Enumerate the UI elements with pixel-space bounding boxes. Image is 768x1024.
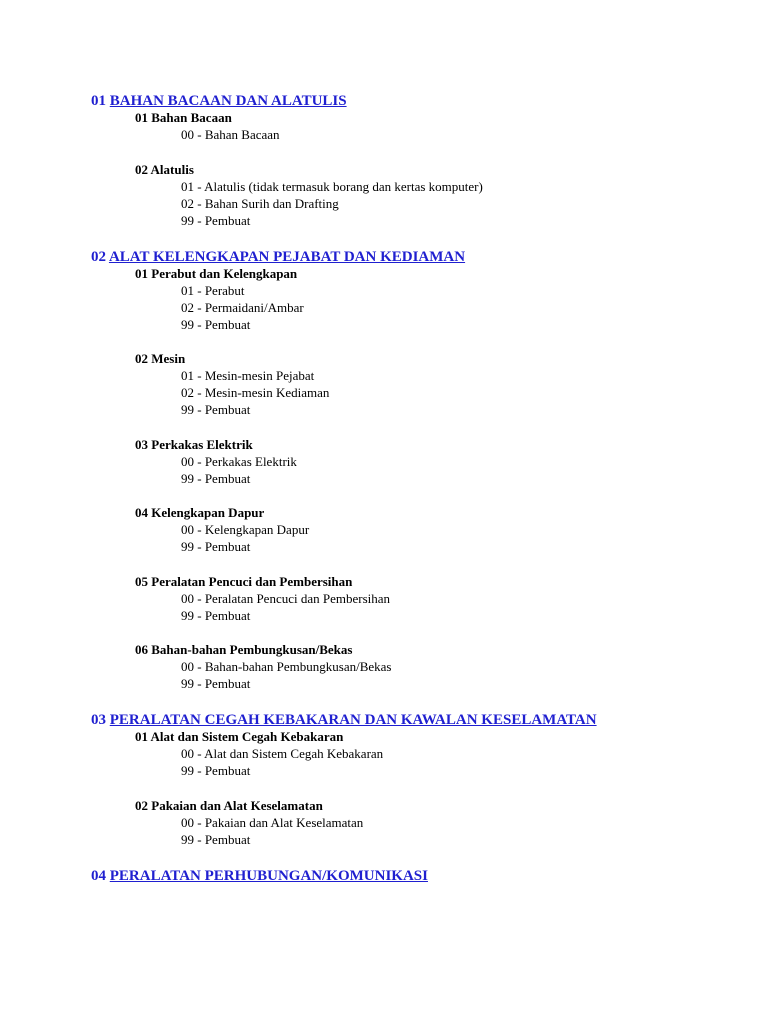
subcategory-heading: 05 Peralatan Pencuci dan Pembersihan — [135, 573, 353, 589]
category-code: 04 — [91, 867, 110, 884]
subcategory-heading: 01 Alat dan Sistem Cegah Kebakaran — [135, 729, 344, 744]
subcategory-heading: 01 Perabut dan Kelengkapan — [135, 265, 298, 281]
category-heading — [91, 867, 428, 885]
list-item: 02 - Permaidani/Ambar — [181, 299, 304, 315]
subcategory-heading: 01 Bahan Bacaan — [135, 110, 232, 125]
subcategory-heading: 06 Bahan-bahan Pembungkusan/Bekas — [135, 642, 353, 657]
list-item: 00 - Bahan Bacaan — [181, 127, 280, 142]
list-item: 00 - Alat dan Sistem Cegah Kebakaran — [181, 746, 384, 761]
list-item: 99 - Pembuat — [181, 316, 251, 332]
subcategory-heading: 04 Kelengkapan Dapur — [135, 505, 265, 520]
list-item: 02 - Mesin-mesin Kediaman — [181, 385, 330, 400]
list-item: 01 - Mesin-mesin Pejabat — [181, 368, 315, 383]
list-item: 00 - Kelengkapan Dapur — [181, 522, 310, 537]
category-heading — [91, 248, 465, 266]
subcategory-heading: 02 Alatulis — [135, 161, 194, 177]
list-item: 00 - Peralatan Pencuci dan Pembersihan — [181, 590, 391, 606]
list-item: 99 - Pembuat — [181, 470, 251, 486]
category-title-link[interactable]: PERALATAN PERHUBUNGAN/KOMUNIKASI — [109, 867, 428, 884]
category-title-link[interactable]: ALAT KELENGKAPAN PEJABAT DAN KEDIAMAN — [108, 248, 466, 265]
list-item: 99 - Pembuat — [181, 607, 251, 623]
category-code: 01 — [91, 93, 110, 109]
category-title-link[interactable]: BAHAN BACAAN DAN ALATULIS — [109, 93, 347, 109]
list-item: 02 - Bahan Surih dan Drafting — [181, 195, 339, 211]
list-item: 99 - Pembuat — [181, 676, 251, 691]
subcategory-heading: 02 Pakaian dan Alat Keselamatan — [135, 797, 323, 813]
category-heading — [91, 711, 597, 729]
category-heading — [91, 92, 347, 110]
category-title-link[interactable]: PERALATAN CEGAH KEBAKARAN DAN KAWALAN KESELAMATAN — [109, 712, 597, 728]
subcategory-heading: 03 Perkakas Elektrik — [135, 436, 253, 452]
list-item: 99 - Pembuat — [181, 212, 251, 228]
list-item: 99 - Pembuat — [181, 402, 251, 417]
category-code: 02 — [91, 248, 109, 265]
subcategory-heading: 02 Mesin — [135, 351, 186, 366]
list-item: 99 - Pembuat — [181, 539, 251, 554]
list-item: 00 - Bahan-bahan Pembungkusan/Bekas — [181, 659, 392, 674]
list-item: 01 - Alatulis (tidak termasuk borang dan kertas komputer) — [181, 178, 483, 194]
category-code: 03 — [91, 712, 110, 728]
list-item: 99 - Pembuat — [181, 763, 251, 778]
list-item: 99 - Pembuat — [181, 831, 251, 847]
list-item: 01 - Perabut — [181, 282, 245, 298]
list-item: 00 - Pakaian dan Alat Keselamatan — [181, 814, 364, 830]
list-item: 00 - Perkakas Elektrik — [181, 453, 297, 469]
